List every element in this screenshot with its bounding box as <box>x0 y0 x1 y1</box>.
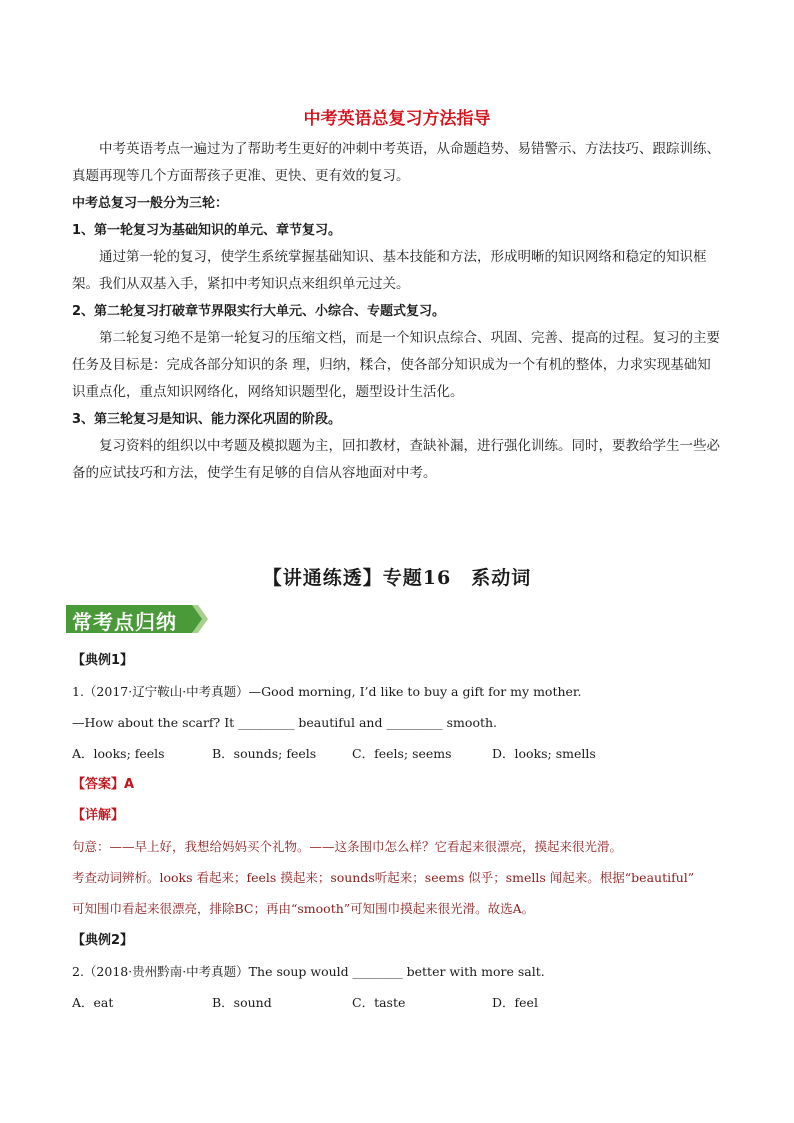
example-2 <box>72 925 732 1018</box>
example-1-answer: 【答案】A <box>72 777 135 792</box>
example-2-options <box>72 987 732 1018</box>
intro-paragraph-1: 中考英语考点一遍过为了帮助考生更好的冲刺中考英语，从命题趋势、易错警示、方法技巧、跟踪训练、真题再现等几个方面帮孩子更准、更快、更有效的复习。 <box>72 141 720 184</box>
round2-heading: 2、第二轮复习打破章节界限实行大单元、小综合、专题式复习。 <box>72 304 446 319</box>
example-1 <box>72 645 732 924</box>
example-1-option-d: D．looks; smells <box>492 746 596 761</box>
example-1-label: 【典例1】 <box>72 653 134 668</box>
doc-title: 中考英语总复习方法指导 <box>303 109 491 129</box>
example-1-detail-line-3: 可知围巾看起来很漂亮，排除BC；再由“smooth”可知围巾摸起来很光滑。故选A。 <box>72 901 535 916</box>
section-banner <box>66 603 208 635</box>
example-1-option-b: B．sounds; feels <box>212 746 317 761</box>
section-title: 【讲通练透】专题16 系动词 <box>262 567 532 589</box>
example-2-question-line-1: 2.（2018·贵州黔南·中考真题）The soup would ________ better with more salt. <box>72 964 545 979</box>
round1-text: 通过第一轮的复习，使学生系统掌握基础知识、基本技能和方法，形成明晰的知识网络和稳定的知识框架。我们从双基入手，紧扣中考知识点来组织单元过关。 <box>72 249 707 292</box>
example-2-option-a: A．eat <box>72 995 114 1010</box>
round3-text: 复习资料的组织以中考题及模拟题为主，回扣教材，查缺补漏，进行强化训练。同时，要教给学生一些必备的应试技巧和方法，使学生有足够的自信从容地面对中考。 <box>72 438 720 481</box>
example-1-detail-line-2: 考查动词辨析。looks 看起来；feels 摸起来；sounds听起来；seems 似乎；smells 闻起来。根据“beautiful” <box>72 870 695 885</box>
round2-text: 第二轮复习绝不是第一轮复习的压缩文档，而是一个知识点综合、巩固、完善、提高的过程。复习的主要任务及目标是：完成各部分知识的条 理，归纳，糅合，使各部分知识成为一个有机的整体，力求实现基础知识重点化，重点知识网络化，网络知识题型化，题型设计生活化。 <box>72 330 720 400</box>
example-1-detail-label: 【详解】 <box>72 808 125 823</box>
example-2-option-b: B．sound <box>212 995 272 1010</box>
example-2-label: 【典例2】 <box>72 933 134 948</box>
round1-heading: 1、第一轮复习为基础知识的单元、章节复习。 <box>72 223 342 238</box>
example-2-option-c: C．taste <box>352 995 406 1010</box>
banner-label: 常考点归纳 <box>72 610 177 634</box>
example-1-detail-line-1: 句意：——早上好，我想给妈妈买个礼物。——这条围巾怎么样？它看起来很漂亮，摸起来很光滑。 <box>72 839 623 854</box>
example-1-option-a: A．looks; feels <box>72 746 165 761</box>
example-1-option-c: C．feels; seems <box>352 746 452 761</box>
example-1-question-line-1: 1.（2017·辽宁鞍山·中考真题）—Good morning, I’d like to buy a gift for my mother. <box>72 684 582 699</box>
round3-heading: 3、第三轮复习是知识、能力深化巩固的阶段。 <box>72 412 342 427</box>
intro-section <box>72 136 722 487</box>
intro-heading-rounds: 中考总复习一般分为三轮： <box>72 196 229 211</box>
example-2-option-d: D．feel <box>492 995 538 1010</box>
example-1-question-line-2: —How about the scarf? It _________ beautiful and _________ smooth. <box>72 715 498 730</box>
example-1-options <box>72 738 732 769</box>
